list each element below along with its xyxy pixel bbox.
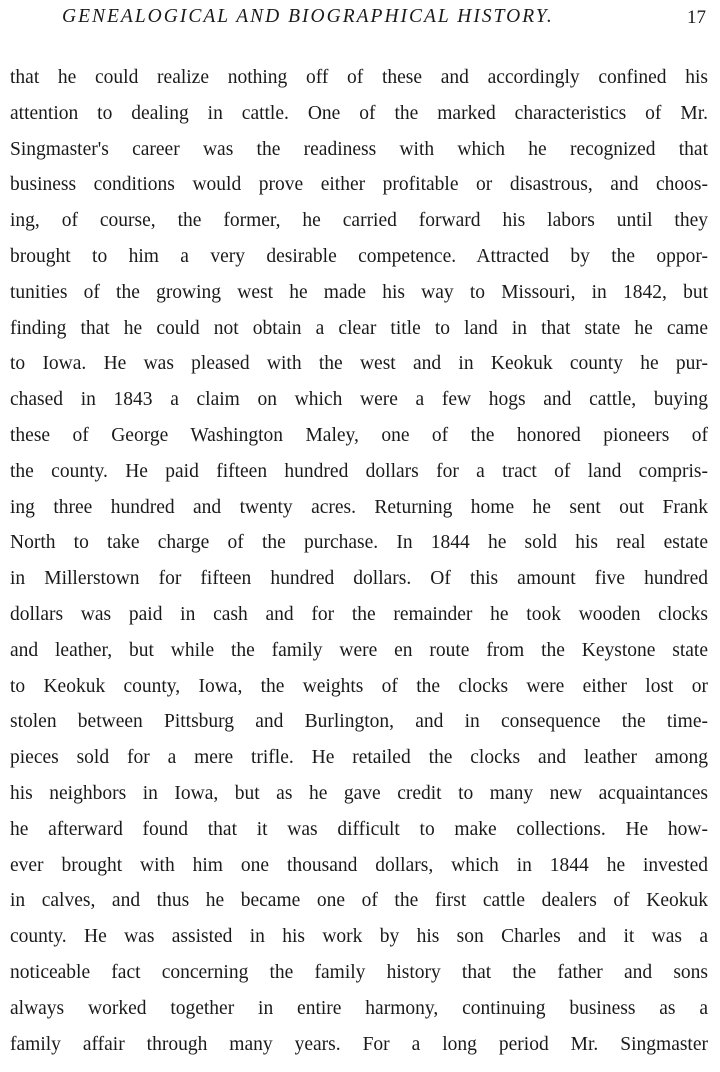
text-line: attention to dealing in cattle. One of the marked characteristics of Mr. [10,102,708,124]
text-line: Singmaster's career was the readiness with which he recognized that [10,138,708,160]
text-line: chased in 1843 a claim on which were a few hogs and cattle, buying [10,389,708,411]
text-line: ing three hundred and twenty acres. Returning home he sent out Frank [10,496,708,518]
text-line: business conditions would prove either profitable or disastrous, and choos- [10,174,708,196]
text-line: ing, of course, the former, he carried forward his labors until they [10,210,708,232]
text-line: in calves, and thus he became one of the first cattle dealers of Keokuk [10,890,708,912]
text-line: these of George Washington Maley, one of the honored pioneers of [10,424,708,446]
running-head: GENEALOGICAL AND BIOGRAPHICAL HISTORY. [62,6,554,27]
text-line: he afterward found that it was difficult to make collections. He how- [10,818,708,840]
page-header [0,6,720,32]
text-line: tunities of the growing west he made his way to Missouri, in 1842, but [10,281,708,303]
text-line: that he could realize nothing off of these and accordingly confined his [10,67,708,88]
page-number: 17 [687,7,706,28]
text-line: and leather, but while the family were en route from the Keystone state [10,639,708,661]
text-line: to Iowa. He was pleased with the west and in Keokuk county he pur- [10,353,708,375]
text-line: his neighbors in Iowa, but as he gave credit to many new acquaintances [10,782,708,804]
text-line: in Millerstown for fifteen hundred dollars. Of this amount five hundred [10,568,708,590]
text-line: ever brought with him one thousand dollars, which in 1844 he invested [10,854,708,876]
text-line: North to take charge of the purchase. In 1844 he sold his real estate [10,532,708,554]
text-line: family affair through many years. For a long period Mr. Singmaster [10,1033,708,1055]
text-line: finding that he could not obtain a clear title to land in that state he came [10,317,708,339]
text-line: dollars was paid in cash and for the remainder he took wooden clocks [10,603,708,625]
text-line: noticeable fact concerning the family history that the father and sons [10,961,708,983]
text-line: county. He was assisted in his work by his son Charles and it was a [10,926,708,948]
body-text [0,60,720,1062]
text-line: the county. He paid fifteen hundred dollars for a tract of land compris- [10,460,708,482]
text-line: always worked together in entire harmony, continuing business as a [10,997,708,1019]
text-line: to Keokuk county, Iowa, the weights of the clocks were either lost or [10,675,708,697]
text-line: stolen between Pittsburg and Burlington, and in consequence the time- [10,711,708,733]
text-line: pieces sold for a mere trifle. He retailed the clocks and leather among [10,747,708,769]
text-line: brought to him a very desirable competence. Attracted by the oppor- [10,245,708,267]
